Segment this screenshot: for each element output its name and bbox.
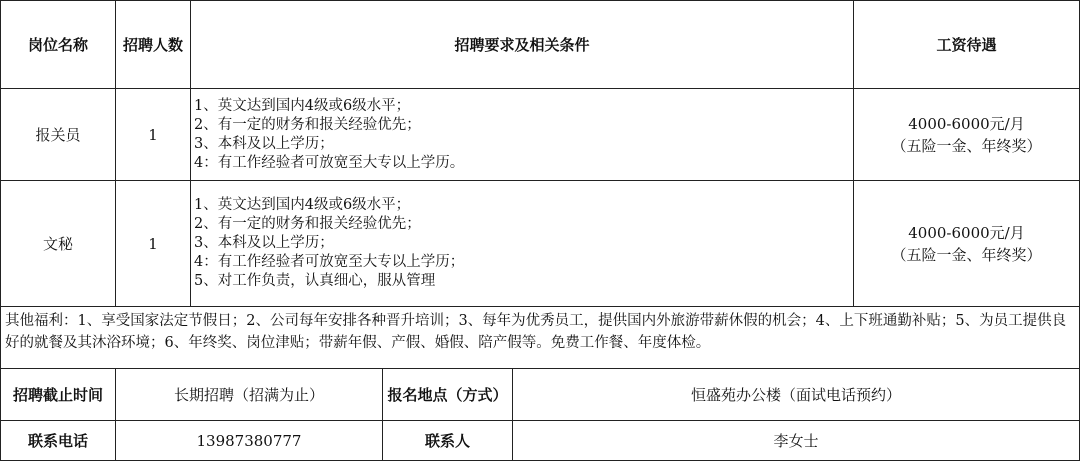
header-row: [1, 1, 1080, 89]
table-row: [1, 181, 1080, 307]
job-requirements: [191, 89, 854, 181]
header-position: 岗位名称: [1, 1, 116, 89]
requirement-line: 1、英文达到国内4级或6级水平；: [194, 97, 411, 114]
job-count: 1: [116, 89, 191, 181]
requirement-line: 2、有一定的财务和报关经验优先；: [194, 216, 421, 232]
job-requirements: [191, 181, 854, 307]
requirement-line: 1、英文达到国内4级或6级水平；: [194, 197, 411, 213]
phone-value: 13987380777: [116, 421, 383, 461]
benefits-text: 其他福利：1、享受国家法定节假日；2、公司每年安排各种晋升培训；3、每年为优秀员工，提供国内外旅游带薪休假的机会；4、上下班通勤补贴；5、为员工提供良好的就餐及其沐浴环境；6、年终奖、岗位津贴；带薪年假、产假、婚假、陪产假等。免费工作餐、年度体检。: [1, 307, 1080, 369]
requirement-line: 4：有工作经验者可放宽至大专以上学历。: [194, 154, 465, 171]
salary-benefits: （五险一金、年终奖）: [891, 245, 1042, 264]
phone-label: 联系电话: [1, 421, 116, 461]
salary-benefits: （五险一金、年终奖）: [891, 136, 1042, 155]
deadline-label: 招聘截止时间: [1, 369, 116, 421]
salary-range: 4000-6000元/月: [908, 223, 1025, 242]
job-salary: [854, 181, 1080, 307]
table-row: [1, 89, 1080, 181]
requirement-line: 4：有工作经验者可放宽至大专以上学历；: [194, 254, 465, 270]
requirement-line: 2、有一定的财务和报关经验优先；: [194, 116, 421, 133]
location-value: 恒盛苑办公楼（面试电话预约）: [513, 369, 1080, 421]
contact-value: 李女士: [513, 421, 1080, 461]
salary-range: 4000-6000元/月: [908, 114, 1025, 133]
requirement-line: 5、对工作负责，认真细心，服从管理: [194, 273, 436, 289]
header-salary: 工资待遇: [854, 1, 1080, 89]
requirement-line: 3、本科及以上学历；: [194, 135, 334, 152]
header-count: 招聘人数: [116, 1, 191, 89]
job-name: 报关员: [1, 89, 116, 181]
deadline-value: 长期招聘（招满为止）: [116, 369, 383, 421]
job-count: 1: [116, 181, 191, 307]
contact-row: [1, 421, 1080, 461]
contact-label: 联系人: [383, 421, 513, 461]
requirement-line: 3、本科及以上学历；: [194, 235, 334, 251]
header-requirements: 招聘要求及相关条件: [191, 1, 854, 89]
location-label: 报名地点（方式）: [383, 369, 513, 421]
benefits-row: [1, 307, 1080, 369]
job-name: 文秘: [1, 181, 116, 307]
job-salary: [854, 89, 1080, 181]
deadline-row: [1, 369, 1080, 421]
